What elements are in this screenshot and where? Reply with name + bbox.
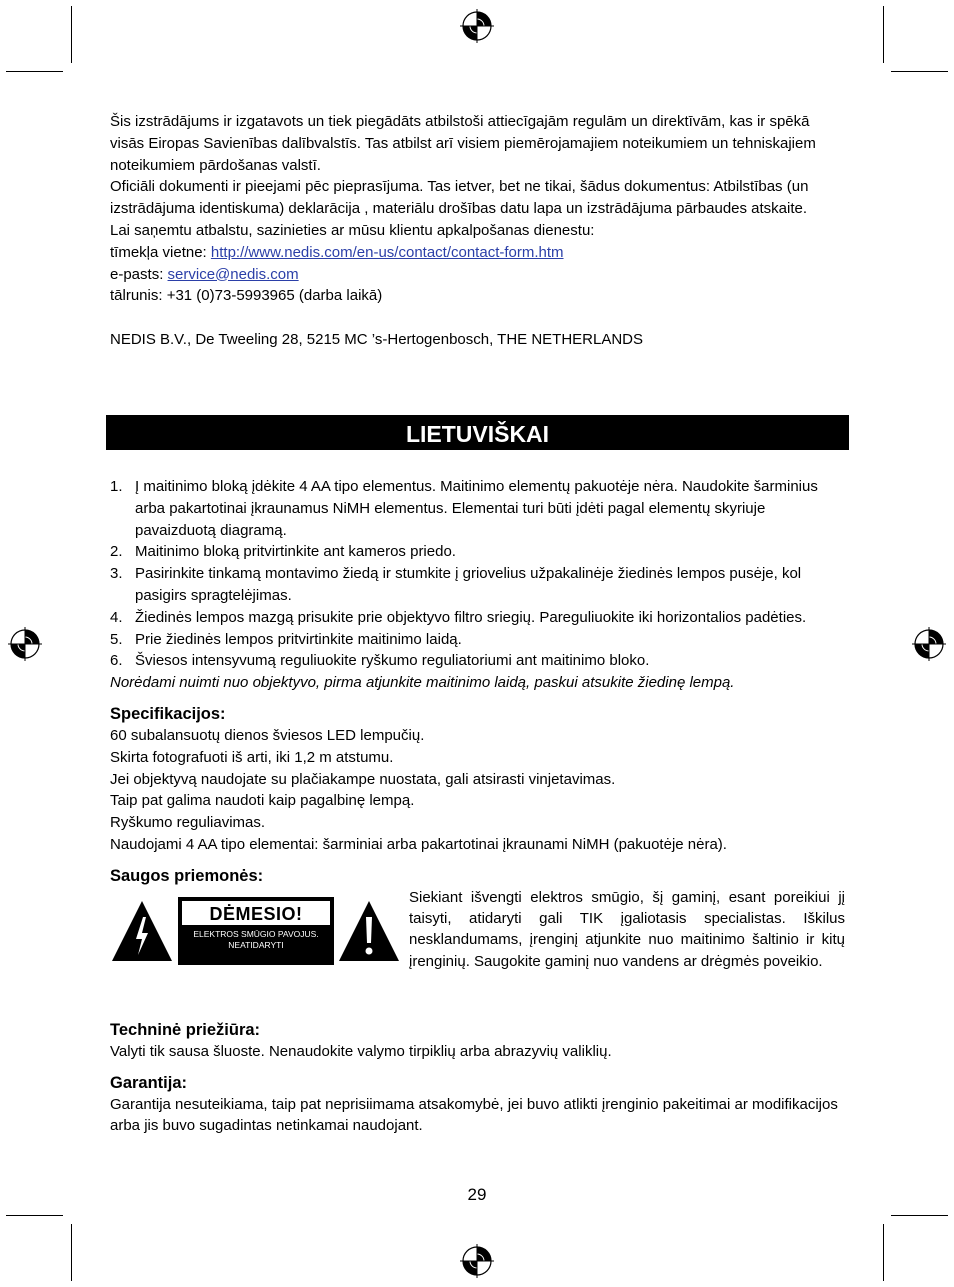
registration-mark-icon: [460, 1244, 494, 1278]
instructions-list: [110, 476, 846, 672]
registration-mark-icon: [460, 9, 494, 43]
list-item: 5. Prie žiedinės lempos pritvirtinkite maitinimo laidą.: [110, 630, 462, 648]
email-label: e-pasts:: [110, 265, 168, 283]
spec-line: Jei objektyvą naudojate su plačiakampe nuostata, gali atsirasti vinjetavimas.: [110, 770, 616, 788]
safety-heading: Saugos priemonės:: [110, 866, 264, 885]
spec-line: Ryškumo reguliavimas.: [110, 814, 266, 832]
specs-heading: Specifikacijos:: [110, 704, 226, 723]
crop-mark: [883, 1224, 884, 1281]
registration-mark-icon: [8, 627, 42, 661]
warranty-heading: Garantija:: [110, 1073, 188, 1092]
crop-mark: [891, 1215, 948, 1216]
spec-line: Naudojami 4 AA tipo elementai: šarminiai arba pakartotinai įkraunami NiMH (pakuotėje nėra).: [110, 835, 727, 853]
company-address: NEDIS B.V., De Tweeling 28, 5215 MC ’s-Hertogenbosch, THE NETHERLANDS: [110, 331, 644, 349]
crop-mark: [71, 6, 72, 63]
removal-note: Norėdami nuimti nuo objektyvo, pirma atjunkite maitinimo laidą, paskui atsukite žiedinę lempą.: [110, 674, 735, 692]
crop-mark: [6, 71, 63, 72]
spec-line: Skirta fotografuoti iš arti, iki 1,2 m atstumu.: [110, 748, 394, 766]
exclamation-warning-icon: [337, 899, 401, 963]
email-line: [110, 264, 846, 286]
support-paragraph: Lai saņemtu atbalstu, sazinieties ar mūsu klientu apkalpošanas dienestu:: [110, 221, 595, 239]
warranty-text: Garantija nesuteikiama, taip pat neprisiimama atsakomybė, jei buvo atlikti įrenginio pakeitimai ar modifikacijos arba jis buvo sugadintas netinkamai naudojant.: [110, 1095, 838, 1135]
safety-text: Siekiant išvengti elektros smūgio, šį gaminį, esant poreikiui jį taisyti, atidaryti gali TIK įgaliotasis specialistas. Iškilus nesklandumams, įrenginį atjunkite nuo maitinimo šaltinio ir kitų įrenginių. Saugokite gaminį nuo vandens ar drėgmės poveikio.: [409, 888, 845, 970]
list-item: 3. Pasirinkite tinkamą montavimo žiedą ir stumkite į griovelius užpakalinėje žiedinės lempos pusėje, kol pasigirs spragtelėjimas.: [110, 565, 802, 604]
list-item: 6. Šviesos intensyvumą reguliuokite ryškumo reguliatoriumi ant maitinimo bloko.: [110, 652, 650, 670]
crop-mark: [883, 6, 884, 63]
page-number: 29: [467, 1185, 487, 1204]
website-label: tīmekļa vietne:: [110, 243, 211, 261]
caution-line-1: ELEKTROS SMŪGIO PAVOJUS.: [193, 928, 319, 939]
documents-paragraph: Oficiāli dokumenti ir pieejami pēc pieprasījuma. Tas ietver, bet ne tikai, šādus dokumentus: Atbilstības (un izstrādājuma identiskuma) deklarācija , materiālu drošības datu lapa un izstrādājuma pārbaudes atskaite.: [110, 178, 809, 218]
crop-mark: [71, 1224, 72, 1281]
section-title-banner: LIETUVIŠKAI: [106, 415, 849, 450]
list-item: 1. Į maitinimo bloką įdėkite 4 AA tipo elementus. Maitinimo elementų pakuotėje nėra. Naudokite šarminius arba pakartotinai įkraunamus NiMH elementus. Elementai turi būti įdėti pagal elementų skyriuje pavaizduotą diagramą.: [110, 478, 818, 539]
compliance-paragraph: Šis izstrādājums ir izgatavots un tiek piegādāts atbilstoši attiecīgajām regulām un direktīvām, kas ir spēkā visās Eiropas Savienības dalībvalstīs. Tas atbilst arī visiem piemērojamajiem noteikumiem un tehniskajiem noteikumiem pārdošanas valstī.: [110, 113, 816, 174]
lithuanian-section: [110, 476, 846, 1137]
spec-line: 60 subalansuotų dienos šviesos LED lempučių.: [110, 726, 425, 744]
safety-block: [110, 887, 846, 1007]
phone-line: tālrunis: +31 (0)73-5993965 (darba laikā): [110, 287, 383, 305]
caution-title: DĖMESIO!: [182, 901, 330, 925]
list-item: 2. Maitinimo bloką pritvirtinkite ant kameros priedo.: [110, 543, 456, 561]
website-line: [110, 242, 846, 264]
crop-mark: [6, 1215, 63, 1216]
list-item: 4. Žiedinės lempos mazgą prisukite prie objektyvo filtro sriegių. Pareguliuokite iki horizontalios padėties.: [110, 608, 807, 626]
maintenance-text: Valyti tik sausa šluoste. Nenaudokite valymo tirpiklių arba abrazyvių valiklių.: [110, 1042, 612, 1060]
crop-mark: [891, 71, 948, 72]
email-link[interactable]: service@nedis.com: [167, 265, 299, 283]
registration-mark-icon: [912, 627, 946, 661]
electric-shock-warning-icon: [110, 899, 174, 963]
maintenance-heading: Techninė priežiūra:: [110, 1020, 261, 1039]
caution-label-box: [178, 897, 334, 965]
caution-line-2: NEATIDARYTI: [228, 939, 284, 950]
spec-line: Taip pat galima naudoti kaip pagalbinę lempą.: [110, 792, 415, 810]
latvian-section: [110, 111, 846, 351]
website-link[interactable]: http://www.nedis.com/en-us/contact/contact-form.htm: [210, 243, 564, 261]
